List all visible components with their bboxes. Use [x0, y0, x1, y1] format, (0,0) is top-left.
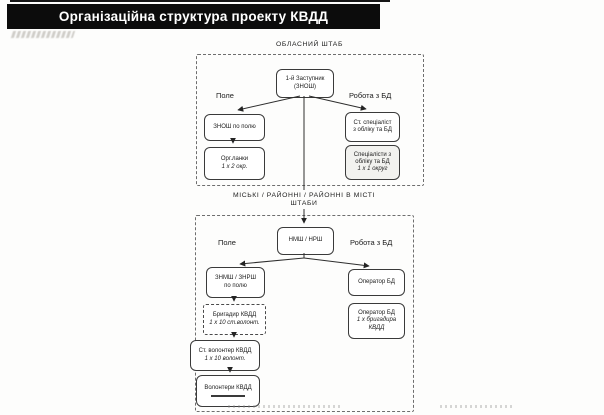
node-db-specialists [345, 145, 400, 180]
node-nmsh-nrsh [277, 227, 334, 255]
section-oblast-header-text: ОБЛАСНИЙ ШТАБ [275, 41, 344, 48]
section-header-line: МІСЬКІ / РАЙОННІ / РАЙОННІ В МІСТІ [232, 192, 376, 199]
node-brigade-leader-kvdd [203, 304, 266, 335]
underline-mark [211, 395, 245, 397]
branch-label-text: Робота з БД [349, 91, 392, 100]
node-line: Орг.ланки [220, 156, 249, 163]
node-qty-line: 1 х 10 волонт. [204, 355, 246, 362]
node-line: ЗНОШ по полю [213, 123, 256, 130]
node-line: з обліку та БД [353, 127, 392, 133]
page-title-text: Організаційна структура проекту КВДД [58, 9, 329, 24]
node-first-deputy-znosh [276, 69, 334, 98]
node-line: обліку та БД [355, 158, 390, 165]
node-qty-line: 1 х 2 окр. [221, 163, 248, 170]
branch-label-text: Поле [216, 91, 234, 100]
scan-noise-artifact [228, 405, 340, 408]
branch-label-text: Поле [218, 238, 236, 247]
node-znmsh-znrsh-field [206, 267, 265, 298]
section-header-line: ШТАБИ [290, 200, 318, 207]
node-db-operator [348, 269, 405, 296]
node-line: Ст. волонтер КВДД [198, 348, 252, 355]
node-qty-line: 1 х 1 округ [357, 166, 388, 173]
node-line: (ЗНОШ) [293, 83, 317, 90]
node-znosh-field [204, 114, 265, 141]
branch-label-field-1 [216, 91, 234, 100]
node-line: Оператор БД [358, 278, 395, 285]
branch-label-text: Робота з БД [350, 238, 393, 247]
branch-label-database-1 [349, 91, 391, 100]
node-line: 1-й Заступник [285, 76, 325, 83]
node-qty-line: 1 х бригадира [356, 317, 397, 324]
node-line: Ст. спеціаліст [353, 119, 392, 126]
node-org-units [204, 147, 265, 180]
node-db-operator-per-brigade [348, 303, 405, 339]
node-qty-line: 1 х 10 ст.волонт. [209, 319, 260, 326]
branch-label-database-2 [350, 238, 392, 247]
branch-label-field-2 [218, 238, 236, 247]
node-senior-db-specialist [345, 112, 400, 142]
section-oblast-header [196, 41, 423, 49]
page-title [8, 5, 379, 28]
node-line: Бригадир КВДД [212, 312, 257, 319]
node-line: по полю [224, 282, 247, 289]
section-city-district-header [192, 192, 416, 208]
node-volunteers-kvdd [196, 375, 260, 407]
page-top-rule [10, 0, 390, 2]
node-senior-volunteer-kvdd [190, 340, 260, 371]
scan-smudge-artifact [11, 31, 75, 38]
node-line: ЗНМШ / ЗНРШ [215, 275, 256, 282]
node-qty-line: КВДД [368, 324, 385, 331]
node-line: Оператор БД [358, 310, 395, 317]
node-line: Волонтери КВДД [204, 385, 252, 392]
node-line: НМШ / НРШ [288, 237, 323, 244]
scan-noise-artifact [440, 405, 512, 408]
node-line: Спеціалісти з [353, 151, 392, 158]
